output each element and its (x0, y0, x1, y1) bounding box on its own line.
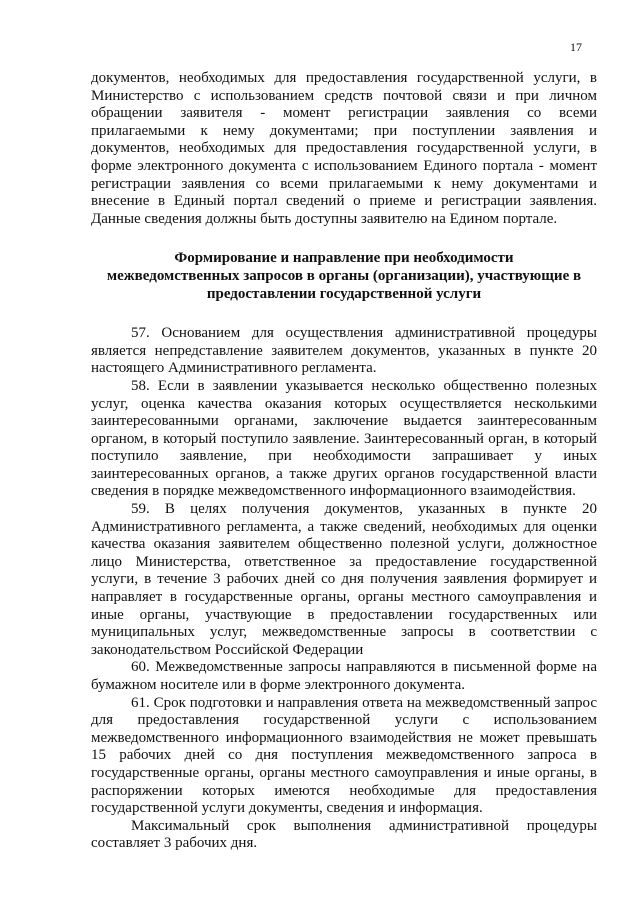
page-number: 17 (570, 40, 582, 54)
section-heading-line-1: Формирование и направление при необходимости (174, 250, 514, 267)
paragraph-57: 57. Основанием для осуществления административной процедуры является непредставление заявителем документов, указанных в пункте 20 настоящего Административного регламента. (91, 325, 597, 377)
paragraph-61: 61. Срок подготовки и направления ответа на межведомственный запрос для предоставления государственной услуги с использованием межведомственного информационного взаимодействия не может превышать 15 рабочих дней со дня поступления межведомственного запроса в государственные органы, органы местного самоуправления и иные органы, в распоряжении которых имеются необходимые для предоставления государственной услуги документы, сведения и информация. (91, 694, 597, 817)
paragraph-58: 58. Если в заявлении указывается несколько общественно полезных услуг, оценка качества оказания которых осуществляется несколькими заинтересованными органами, заключение выдается заинтересованным органом, в который поступило заявление. Заинтересованный орган, в который поступило заявление, при необходимости запрашивает у иных заинтересованных органов, а также других органов государственной власти сведения в порядке межведомственного информационного взаимодействия. (91, 377, 597, 500)
section-heading (91, 250, 597, 303)
page-content (91, 70, 597, 853)
section-heading-line-2: межведомственных запросов в органы (организации), участвующие в (106, 267, 582, 284)
continuation-paragraph: документов, необходимых для предоставления государственной услуги, в Министерство с использованием средств почтовой связи и при личном обращении заявителя - момент регистрации заявления со всеми прилагаемыми к нему документами; при поступлении заявления и документов, необходимых для предоставления государственной услуги, в форме электронного документа с использованием Единого портала - момент регистрации заявления со всеми прилагаемыми к нему документами и внесение в Единый портал сведений о приеме и регистрации заявления. Данные сведения должны быть доступны заявителю на Едином портале. (91, 70, 597, 227)
section-heading-line-3: предоставлении государственной услуги (206, 285, 482, 302)
paragraph-max-term: Максимальный срок выполнения административной процедуры составляет 3 рабочих дня. (91, 817, 597, 852)
paragraph-60: 60. Межведомственные запросы направляются в письменной форме на бумажном носителе или в форме электронного документа. (91, 659, 597, 693)
paragraph-59: 59. В целях получения документов, указанных в пункте 20 Административного регламента, а также сведений, необходимых для оценки качества оказания заявителем общественно полезной услуги, должностное лицо Министерства, ответственное за предоставление государственной услуги, в течение 3 рабочих дней со дня получения заявления формирует и направляет в государственные органы, органы местного самоуправления и иные органы, участвующие в предоставлении государственных или муниципальных услуг, межведомственные запросы в соответствии с законодательством Российской Федерации (91, 501, 597, 658)
